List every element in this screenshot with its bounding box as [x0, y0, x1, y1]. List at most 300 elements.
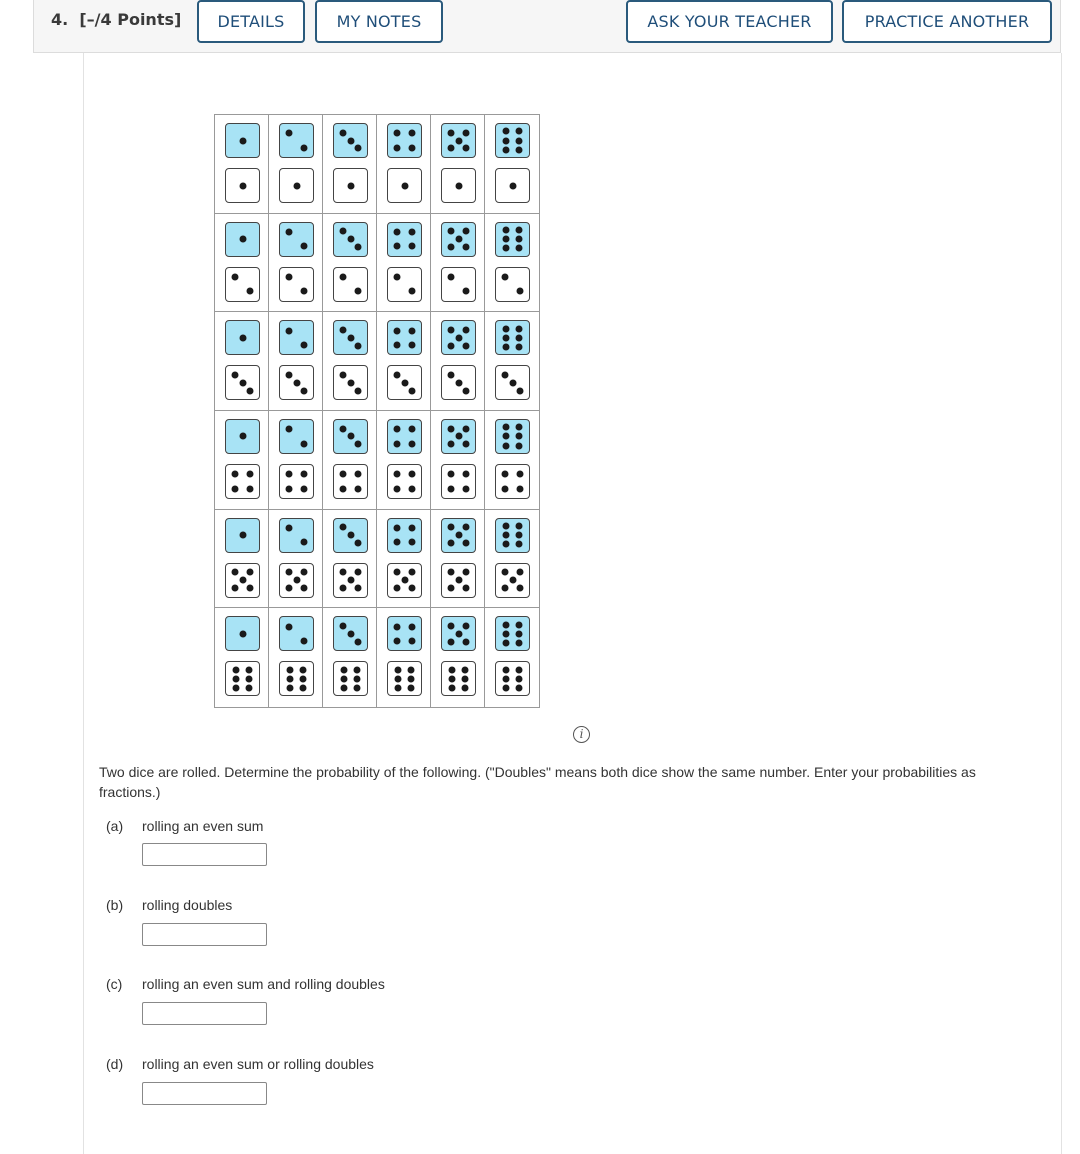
dice-outcome-cell [269, 115, 323, 214]
die-pip [463, 342, 470, 349]
dice-outcome-cell [215, 608, 269, 707]
die-pip [355, 585, 362, 592]
dice-outcome-cell [431, 115, 485, 214]
die-pip [286, 623, 293, 630]
dice-outcome-cell [485, 115, 539, 214]
die-pip [463, 228, 470, 235]
die-pip [517, 585, 524, 592]
first-die-6 [495, 320, 530, 355]
die-pip [516, 433, 523, 440]
die-pip [301, 585, 308, 592]
die-pip [408, 440, 415, 447]
dice-outcome-cell [377, 214, 431, 313]
die-pip [355, 569, 362, 576]
second-die-2 [333, 267, 368, 302]
die-pip [231, 569, 238, 576]
die-pip [408, 675, 415, 682]
first-die-2 [279, 320, 314, 355]
die-pip [247, 585, 254, 592]
die-pip [517, 387, 524, 394]
die-pip [502, 137, 509, 144]
part-d-answer-input[interactable] [142, 1082, 267, 1105]
die-pip [448, 471, 455, 478]
my-notes-button[interactable]: MY NOTES [315, 0, 443, 43]
dice-outcome-cell [269, 312, 323, 411]
die-pip [246, 288, 253, 295]
first-die-6 [495, 616, 530, 651]
die-pip [293, 577, 300, 584]
first-die-1 [225, 616, 260, 651]
part-b-text: rolling doubles [142, 897, 233, 913]
die-pip [354, 471, 361, 478]
dice-outcome-cell [269, 214, 323, 313]
dice-outcome-cell [377, 312, 431, 411]
die-pip [239, 137, 246, 144]
die-pip [502, 442, 509, 449]
part-c-answer-input[interactable] [142, 1002, 267, 1025]
second-die-3 [225, 365, 260, 400]
die-pip [286, 471, 293, 478]
die-pip [355, 145, 362, 152]
die-pip [239, 334, 246, 341]
second-die-1 [225, 168, 260, 203]
second-die-3 [279, 365, 314, 400]
die-pip [447, 145, 454, 152]
second-die-3 [495, 365, 530, 400]
die-pip [502, 541, 509, 548]
first-die-6 [495, 518, 530, 553]
first-die-6 [495, 419, 530, 454]
die-pip [516, 128, 523, 135]
dice-outcome-cell [323, 115, 377, 214]
die-pip [239, 433, 246, 440]
die-pip [394, 675, 401, 682]
die-pip [408, 288, 415, 295]
die-pip [347, 577, 354, 584]
question-number: 4. [–/4 Points] [51, 10, 182, 29]
part-c-text: rolling an even sum and rolling doubles [142, 976, 385, 992]
part-a-answer-input[interactable] [142, 843, 267, 866]
dice-outcome-cell [323, 411, 377, 510]
dice-outcome-cell [485, 214, 539, 313]
die-pip [455, 433, 462, 440]
ask-your-teacher-button[interactable]: ASK YOUR TEACHER [626, 0, 833, 43]
die-pip [394, 623, 401, 630]
die-pip [354, 485, 361, 492]
die-pip [355, 244, 362, 251]
die-pip [246, 685, 253, 692]
die-pip [347, 379, 354, 386]
die-pip [300, 485, 307, 492]
first-die-3 [333, 419, 368, 454]
die-pip [286, 485, 293, 492]
die-pip [340, 675, 347, 682]
die-pip [285, 371, 292, 378]
die-pip [300, 243, 307, 250]
die-pip [447, 540, 454, 547]
dice-outcome-cell [485, 608, 539, 707]
die-pip [354, 685, 361, 692]
dice-outcome-cell [215, 214, 269, 313]
dice-outcome-cell [431, 214, 485, 313]
die-pip [394, 426, 401, 433]
first-die-3 [333, 222, 368, 257]
die-pip [447, 622, 454, 629]
first-die-5 [441, 222, 476, 257]
die-pip [502, 273, 509, 280]
first-die-6 [495, 222, 530, 257]
die-pip [246, 471, 253, 478]
second-die-3 [333, 365, 368, 400]
second-die-1 [279, 168, 314, 203]
die-pip [448, 485, 455, 492]
die-pip [246, 675, 253, 682]
die-pip [447, 129, 454, 136]
die-pip [239, 577, 246, 584]
die-pip [232, 273, 239, 280]
second-die-1 [333, 168, 368, 203]
die-pip [502, 245, 509, 252]
part-b-answer-input[interactable] [142, 923, 267, 946]
die-pip [408, 144, 415, 151]
die-pip [502, 621, 509, 628]
die-pip [301, 387, 308, 394]
die-pip [394, 243, 401, 250]
die-pip [394, 666, 401, 673]
die-pip [247, 387, 254, 394]
die-pip [408, 426, 415, 433]
die-pip [355, 540, 362, 547]
die-pip [300, 675, 307, 682]
dice-outcome-cell [485, 510, 539, 609]
second-die-2 [225, 267, 260, 302]
second-die-5 [441, 563, 476, 598]
die-pip [232, 485, 239, 492]
die-pip [347, 334, 354, 341]
die-pip [516, 226, 523, 233]
die-pip [401, 379, 408, 386]
second-die-5 [225, 563, 260, 598]
die-pip [462, 685, 469, 692]
second-die-3 [387, 365, 422, 400]
die-pip [409, 585, 416, 592]
die-pip [394, 638, 401, 645]
die-pip [455, 236, 462, 243]
die-pip [455, 577, 462, 584]
die-pip [401, 577, 408, 584]
die-pip [239, 379, 246, 386]
first-die-1 [225, 222, 260, 257]
die-pip [355, 387, 362, 394]
die-pip [286, 524, 293, 531]
first-die-5 [441, 320, 476, 355]
die-pip [408, 485, 415, 492]
die-pip [463, 145, 470, 152]
first-die-2 [279, 123, 314, 158]
die-pip [394, 539, 401, 546]
die-pip [516, 137, 523, 144]
die-pip [502, 433, 509, 440]
second-die-6 [441, 661, 476, 696]
dice-outcome-cell [323, 608, 377, 707]
die-pip [502, 685, 509, 692]
die-pip [448, 666, 455, 673]
die-pip [501, 585, 508, 592]
die-pip [455, 379, 462, 386]
first-die-2 [279, 419, 314, 454]
dice-outcome-cell [269, 608, 323, 707]
first-die-4 [387, 518, 422, 553]
die-pip [502, 226, 509, 233]
points-label: [–/4 Points] [79, 10, 182, 29]
question-prompt: Two dice are rolled. Determine the probability of the following. ("Doubles" means both dice show the same number. Enter your probabilities as fractions.) [99, 764, 976, 800]
die-pip [239, 630, 246, 637]
die-pip [447, 326, 454, 333]
die-pip [231, 585, 238, 592]
die-pip [502, 128, 509, 135]
die-pip [355, 638, 362, 645]
second-die-1 [441, 168, 476, 203]
die-pip [239, 182, 246, 189]
die-pip [300, 144, 307, 151]
die-pip [394, 273, 401, 280]
die-pip [286, 228, 293, 235]
die-pip [394, 342, 401, 349]
dice-outcomes-table [214, 114, 540, 708]
die-pip [502, 675, 509, 682]
die-pip [502, 344, 509, 351]
die-pip [347, 236, 354, 243]
die-pip [340, 685, 347, 692]
second-die-4 [441, 464, 476, 499]
die-pip [516, 666, 523, 673]
die-pip [502, 640, 509, 647]
die-pip [347, 630, 354, 637]
dice-outcome-cell [215, 312, 269, 411]
die-pip [448, 675, 455, 682]
die-pip [409, 387, 416, 394]
die-pip [516, 640, 523, 647]
die-pip [502, 630, 509, 637]
die-pip [447, 228, 454, 235]
second-die-6 [387, 661, 422, 696]
first-die-6 [495, 123, 530, 158]
die-pip [455, 532, 462, 539]
second-die-4 [333, 464, 368, 499]
die-pip [447, 585, 454, 592]
die-pip [516, 630, 523, 637]
second-die-3 [441, 365, 476, 400]
die-pip [247, 569, 254, 576]
die-pip [394, 440, 401, 447]
die-pip [462, 288, 469, 295]
die-pip [340, 471, 347, 478]
die-pip [463, 129, 470, 136]
die-pip [509, 182, 516, 189]
die-pip [394, 524, 401, 531]
die-pip [447, 638, 454, 645]
die-pip [246, 666, 253, 673]
die-pip [339, 228, 346, 235]
die-pip [462, 675, 469, 682]
details-button[interactable]: DETAILS [197, 0, 305, 43]
dice-outcome-cell [269, 510, 323, 609]
die-pip [347, 532, 354, 539]
die-pip [447, 524, 454, 531]
die-pip [285, 569, 292, 576]
first-die-4 [387, 616, 422, 651]
dice-outcome-cell [323, 312, 377, 411]
second-die-5 [387, 563, 422, 598]
die-pip [340, 485, 347, 492]
die-pip [516, 471, 523, 478]
die-pip [393, 371, 400, 378]
die-pip [502, 522, 509, 529]
die-pip [347, 182, 354, 189]
die-pip [401, 182, 408, 189]
die-pip [463, 622, 470, 629]
first-die-5 [441, 123, 476, 158]
die-pip [502, 532, 509, 539]
die-pip [516, 424, 523, 431]
die-pip [232, 471, 239, 478]
die-pip [463, 244, 470, 251]
die-pip [463, 569, 470, 576]
second-die-1 [387, 168, 422, 203]
die-pip [394, 685, 401, 692]
die-pip [300, 666, 307, 673]
part-d-text: rolling an even sum or rolling doubles [142, 1056, 374, 1072]
second-die-5 [495, 563, 530, 598]
first-die-1 [225, 123, 260, 158]
die-pip [394, 228, 401, 235]
die-pip [455, 334, 462, 341]
die-pip [408, 228, 415, 235]
practice-another-button[interactable]: PRACTICE ANOTHER [842, 0, 1052, 43]
die-pip [516, 325, 523, 332]
second-die-4 [225, 464, 260, 499]
die-pip [354, 288, 361, 295]
die-pip [501, 569, 508, 576]
part-a-label: (a) [106, 818, 124, 834]
die-pip [502, 471, 509, 478]
second-die-4 [279, 464, 314, 499]
die-pip [340, 666, 347, 673]
die-pip [463, 585, 470, 592]
first-die-2 [279, 222, 314, 257]
die-pip [462, 666, 469, 673]
die-pip [393, 569, 400, 576]
die-pip [463, 387, 470, 394]
die-pip [447, 425, 454, 432]
dice-outcome-cell [431, 411, 485, 510]
die-pip [447, 441, 454, 448]
die-pip [355, 342, 362, 349]
first-die-5 [441, 419, 476, 454]
die-pip [502, 236, 509, 243]
die-pip [231, 371, 238, 378]
dice-outcome-cell [431, 312, 485, 411]
die-pip [300, 288, 307, 295]
die-pip [463, 425, 470, 432]
die-pip [463, 326, 470, 333]
info-icon[interactable]: i [573, 726, 590, 743]
die-pip [408, 638, 415, 645]
first-die-1 [225, 518, 260, 553]
die-pip [502, 666, 509, 673]
first-die-3 [333, 518, 368, 553]
part-a-text: rolling an even sum [142, 818, 264, 834]
die-pip [239, 532, 246, 539]
die-pip [516, 541, 523, 548]
die-pip [408, 327, 415, 334]
die-pip [516, 344, 523, 351]
die-pip [455, 630, 462, 637]
die-pip [286, 685, 293, 692]
die-pip [516, 442, 523, 449]
die-pip [354, 666, 361, 673]
die-pip [516, 334, 523, 341]
part-c-label: (c) [106, 976, 123, 992]
second-die-6 [333, 661, 368, 696]
die-pip [286, 675, 293, 682]
die-pip [408, 130, 415, 137]
die-pip [463, 540, 470, 547]
first-die-5 [441, 518, 476, 553]
dice-outcome-cell [215, 411, 269, 510]
second-die-5 [333, 563, 368, 598]
dice-outcome-cell [323, 510, 377, 609]
die-pip [300, 539, 307, 546]
second-die-5 [279, 563, 314, 598]
second-die-2 [279, 267, 314, 302]
second-die-2 [441, 267, 476, 302]
die-pip [462, 471, 469, 478]
die-pip [516, 621, 523, 628]
dice-outcome-cell [485, 312, 539, 411]
first-die-3 [333, 320, 368, 355]
die-pip [286, 327, 293, 334]
die-pip [393, 585, 400, 592]
die-pip [509, 379, 516, 386]
die-pip [462, 485, 469, 492]
die-pip [354, 675, 361, 682]
die-pip [339, 371, 346, 378]
first-die-2 [279, 518, 314, 553]
die-pip [455, 182, 462, 189]
die-pip [516, 675, 523, 682]
die-pip [463, 441, 470, 448]
first-die-1 [225, 320, 260, 355]
die-pip [300, 342, 307, 349]
die-pip [516, 288, 523, 295]
die-pip [409, 569, 416, 576]
second-die-6 [495, 661, 530, 696]
die-pip [447, 569, 454, 576]
die-pip [347, 433, 354, 440]
die-pip [394, 144, 401, 151]
die-pip [300, 440, 307, 447]
die-pip [408, 666, 415, 673]
die-pip [509, 577, 516, 584]
die-pip [502, 334, 509, 341]
die-pip [339, 326, 346, 333]
second-die-6 [225, 661, 260, 696]
die-pip [408, 471, 415, 478]
die-pip [339, 569, 346, 576]
die-pip [517, 569, 524, 576]
die-pip [408, 524, 415, 531]
